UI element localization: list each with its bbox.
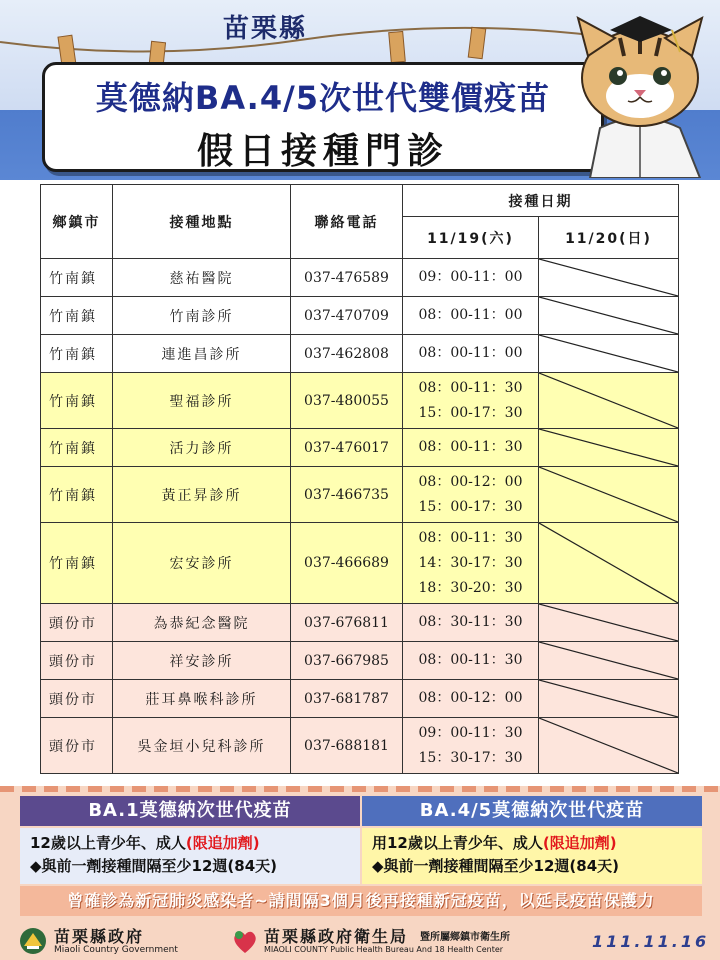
diagonal-slash-icon bbox=[539, 718, 678, 773]
diagonal-slash-icon bbox=[539, 642, 678, 679]
time-slot: 08：00-11：30 bbox=[418, 379, 523, 396]
cell-town: 竹南鎮 bbox=[41, 523, 113, 604]
cell-not-available bbox=[539, 429, 679, 467]
diagonal-slash-icon bbox=[539, 297, 678, 334]
table-row bbox=[41, 467, 679, 523]
ba1-vaccine-title: BA.1莫德納次世代疫苗 bbox=[20, 796, 360, 826]
ba1-audience: 12歲以上青少年、成人 bbox=[30, 834, 186, 852]
ba1-interval: ◆與前一劑接種間隔至少12週(84天) bbox=[30, 857, 277, 875]
time-slot: 08：00-11：30 bbox=[418, 652, 523, 668]
cell-location: 連進昌診所 bbox=[113, 335, 291, 373]
title-vaccine-name: 莫德納BA.4/5次世代雙價疫苗 bbox=[95, 79, 551, 117]
cell-time-slots bbox=[403, 259, 539, 297]
cell-not-available bbox=[539, 523, 679, 604]
health-bureau-logo bbox=[230, 924, 580, 958]
cell-phone: 037-676811 bbox=[291, 604, 403, 642]
health-bureau-name: 苗栗縣政府衛生局 bbox=[264, 927, 409, 946]
cell-location: 慈祐醫院 bbox=[113, 259, 291, 297]
cell-phone: 037-476589 bbox=[291, 259, 403, 297]
time-slot: 08：00-11：30 bbox=[418, 529, 523, 546]
time-slot: 09：00-11：00 bbox=[418, 269, 523, 285]
cell-town: 竹南鎮 bbox=[41, 373, 113, 429]
clinic-schedule-table bbox=[40, 184, 678, 774]
header-phone: 聯絡電話 bbox=[291, 185, 403, 259]
ba45-audience: 用12歲以上青少年、成人 bbox=[372, 834, 543, 852]
cell-phone: 037-462808 bbox=[291, 335, 403, 373]
ba45-eligibility bbox=[362, 828, 702, 884]
cell-location: 祥安診所 bbox=[113, 642, 291, 680]
table-row bbox=[41, 642, 679, 680]
time-slot: 15：30-17：30 bbox=[418, 749, 523, 766]
ba1-eligibility bbox=[20, 828, 360, 884]
cell-time-slots bbox=[403, 297, 539, 335]
time-slot: 09：00-11：30 bbox=[418, 724, 523, 741]
cell-time-slots bbox=[403, 604, 539, 642]
county-emblem-icon bbox=[18, 926, 48, 956]
cell-location: 聖福診所 bbox=[113, 373, 291, 429]
diagonal-slash-icon bbox=[539, 467, 678, 522]
cell-town: 頭份市 bbox=[41, 718, 113, 774]
table-row bbox=[41, 718, 679, 774]
cell-phone: 037-466689 bbox=[291, 523, 403, 604]
cell-not-available bbox=[539, 373, 679, 429]
cell-time-slots bbox=[403, 523, 539, 604]
cell-location: 活力診所 bbox=[113, 429, 291, 467]
cell-town: 竹南鎮 bbox=[41, 429, 113, 467]
leopard-cat-doctor-mascot-icon bbox=[560, 8, 720, 178]
cell-time-slots bbox=[403, 373, 539, 429]
diagonal-slash-icon bbox=[539, 373, 678, 428]
diagonal-slash-icon bbox=[539, 680, 678, 717]
county-government-logo bbox=[16, 924, 226, 958]
table-row bbox=[41, 373, 679, 429]
health-bureau-emblem-icon bbox=[230, 926, 260, 956]
dashed-divider bbox=[0, 786, 720, 792]
ba1-booster-only: (限追加劑) bbox=[185, 834, 260, 852]
cell-location: 黃正昇診所 bbox=[113, 467, 291, 523]
cell-not-available bbox=[539, 467, 679, 523]
ba45-interval: ◆與前一劑接種間隔至少12週(84天) bbox=[372, 857, 619, 875]
time-slot: 08：00-11：00 bbox=[418, 345, 523, 361]
header-town: 鄉鎮市 bbox=[41, 185, 113, 259]
county-government-english: Miaoli Country Government bbox=[54, 945, 178, 955]
cell-not-available bbox=[539, 642, 679, 680]
cell-location: 為恭紀念醫院 bbox=[113, 604, 291, 642]
table-row bbox=[41, 335, 679, 373]
cell-town: 竹南鎮 bbox=[41, 297, 113, 335]
cell-time-slots bbox=[403, 335, 539, 373]
time-slot: 18：30-20：30 bbox=[418, 579, 523, 596]
cell-not-available bbox=[539, 680, 679, 718]
cell-phone: 037-688181 bbox=[291, 718, 403, 774]
cell-location: 莊耳鼻喉科診所 bbox=[113, 680, 291, 718]
time-slot: 08：00-12：00 bbox=[418, 690, 523, 706]
diagonal-slash-icon bbox=[539, 259, 678, 296]
table-row bbox=[41, 680, 679, 718]
ba45-booster-only: (限追加劑) bbox=[542, 834, 617, 852]
cell-not-available bbox=[539, 335, 679, 373]
title-card bbox=[42, 62, 604, 172]
time-slot: 15：00-17：30 bbox=[418, 498, 523, 515]
time-slot: 14：30-17：30 bbox=[418, 554, 523, 571]
cell-time-slots bbox=[403, 429, 539, 467]
cell-town: 頭份市 bbox=[41, 604, 113, 642]
cell-location: 宏安診所 bbox=[113, 523, 291, 604]
diagonal-slash-icon bbox=[539, 429, 678, 466]
table-row bbox=[41, 604, 679, 642]
table-row bbox=[41, 523, 679, 604]
cell-time-slots bbox=[403, 718, 539, 774]
county-government-name: 苗栗縣政府 bbox=[54, 927, 145, 946]
header-location: 接種地點 bbox=[113, 185, 291, 259]
table-row bbox=[41, 297, 679, 335]
header-date-1: 11/19(六) bbox=[403, 217, 539, 259]
ba45-vaccine-title: BA.4/5莫德納次世代疫苗 bbox=[362, 796, 702, 826]
diagonal-slash-icon bbox=[539, 335, 678, 372]
ba45-line-1 bbox=[372, 832, 692, 855]
cell-not-available bbox=[539, 718, 679, 774]
time-slot: 15：00-17：30 bbox=[418, 404, 523, 421]
time-slot: 08：00-11：30 bbox=[418, 439, 523, 455]
time-slot: 08：30-11：30 bbox=[418, 614, 523, 630]
cell-town: 竹南鎮 bbox=[41, 335, 113, 373]
county-name: 苗栗縣 bbox=[222, 14, 307, 44]
publish-date: 111.11.16 bbox=[592, 932, 710, 951]
table-row bbox=[41, 429, 679, 467]
cell-phone: 037-681787 bbox=[291, 680, 403, 718]
table-row bbox=[41, 259, 679, 297]
ba1-line-1 bbox=[30, 832, 350, 855]
cell-town: 頭份市 bbox=[41, 680, 113, 718]
cell-town: 頭份市 bbox=[41, 642, 113, 680]
cell-phone: 037-470709 bbox=[291, 297, 403, 335]
cell-not-available bbox=[539, 604, 679, 642]
cell-town: 竹南鎮 bbox=[41, 467, 113, 523]
cell-location: 竹南診所 bbox=[113, 297, 291, 335]
diagonal-slash-icon bbox=[539, 523, 678, 603]
title-clinic-type: 假日接種門診 bbox=[196, 131, 449, 172]
header-date-group: 接種日期 bbox=[403, 185, 679, 217]
time-slot: 08：00-12：00 bbox=[418, 473, 523, 490]
cell-not-available bbox=[539, 259, 679, 297]
cell-phone: 037-466735 bbox=[291, 467, 403, 523]
time-slot: 08：00-11：00 bbox=[418, 307, 523, 323]
health-bureau-english: MIAOLI COUNTY Public Health Bureau And 18 Health Center bbox=[264, 945, 504, 954]
cell-time-slots bbox=[403, 467, 539, 523]
cell-town: 竹南鎮 bbox=[41, 259, 113, 297]
health-bureau-subtitle: 暨所屬鄉鎮市衛生所 bbox=[420, 932, 510, 943]
cell-time-slots bbox=[403, 680, 539, 718]
diagonal-slash-icon bbox=[539, 604, 678, 641]
cell-location: 吳金垣小兒科診所 bbox=[113, 718, 291, 774]
cell-phone: 037-667985 bbox=[291, 642, 403, 680]
cell-time-slots bbox=[403, 642, 539, 680]
covid-recovery-notice: 曾確診為新冠肺炎感染者~請間隔3個月後再接種新冠疫苗，以延長疫苗保護力 bbox=[20, 886, 702, 916]
header-date-2: 11/20(日) bbox=[539, 217, 679, 259]
cell-phone: 037-476017 bbox=[291, 429, 403, 467]
cell-not-available bbox=[539, 297, 679, 335]
cell-phone: 037-480055 bbox=[291, 373, 403, 429]
